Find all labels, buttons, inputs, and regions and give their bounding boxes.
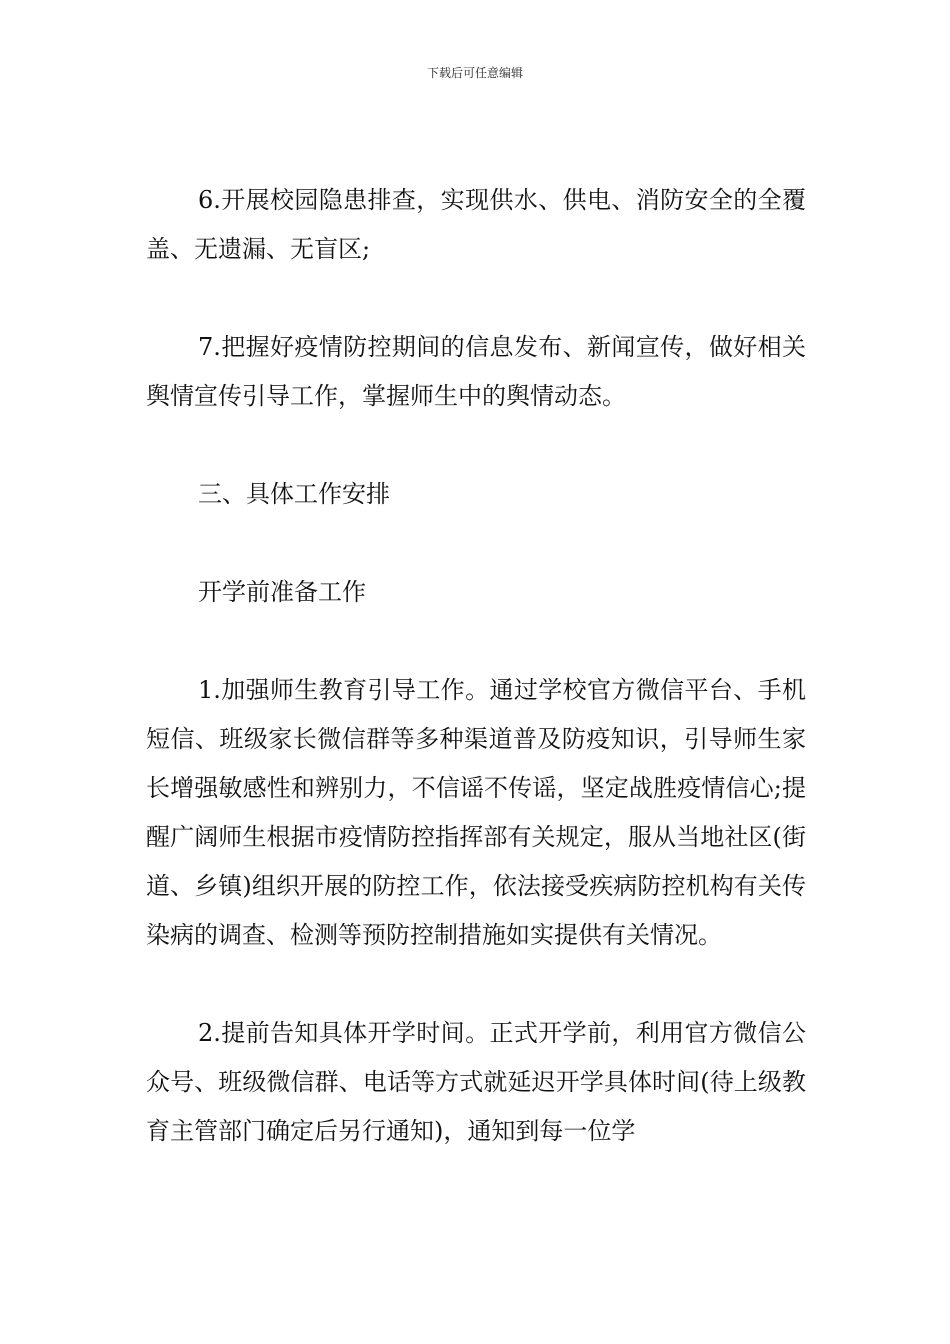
paragraph-item-7: 7.把握好疫情防控期间的信息发布、新闻宣传，做好相关舆情宣传引导工作，掌握师生中的舆情动态。 — [146, 333, 806, 410]
subsection-heading: 开学前准备工作 — [198, 578, 366, 606]
page-header: 下载后可任意编辑 — [426, 66, 523, 80]
section-heading: 三、具体工作安排 — [198, 480, 390, 508]
paragraph-item-6: 6.开展校园隐患排查，实现供水、供电、消防安全的全覆盖、无遗漏、无盲区; — [146, 186, 806, 263]
paragraph-step-1: 1.加强师生教育引导工作。通过学校官方微信平台、手机短信、班级家长微信群等多种渠道普及防疫知识，引导师生家长增强敏感性和辨别力，不信谣不传谣，坚定战胜疫情信心;提醒广阔师生根据市疫情防控指挥部有关规定，服从当地社区(街道、乡镇)组织开展的防控工作，依法接受疾病防控机构有关传染病的调查、检测等预防控制措施如实提供有关情况。 — [146, 676, 806, 949]
document-body — [146, 176, 806, 1205]
paragraph-step-2: 2.提前告知具体开学时间。正式开学前，利用官方微信公众号、班级微信群、电话等方式就延迟开学具体时间(待上级教育主管部门确定后另行通知)，通知到每一位学 — [146, 1019, 806, 1145]
